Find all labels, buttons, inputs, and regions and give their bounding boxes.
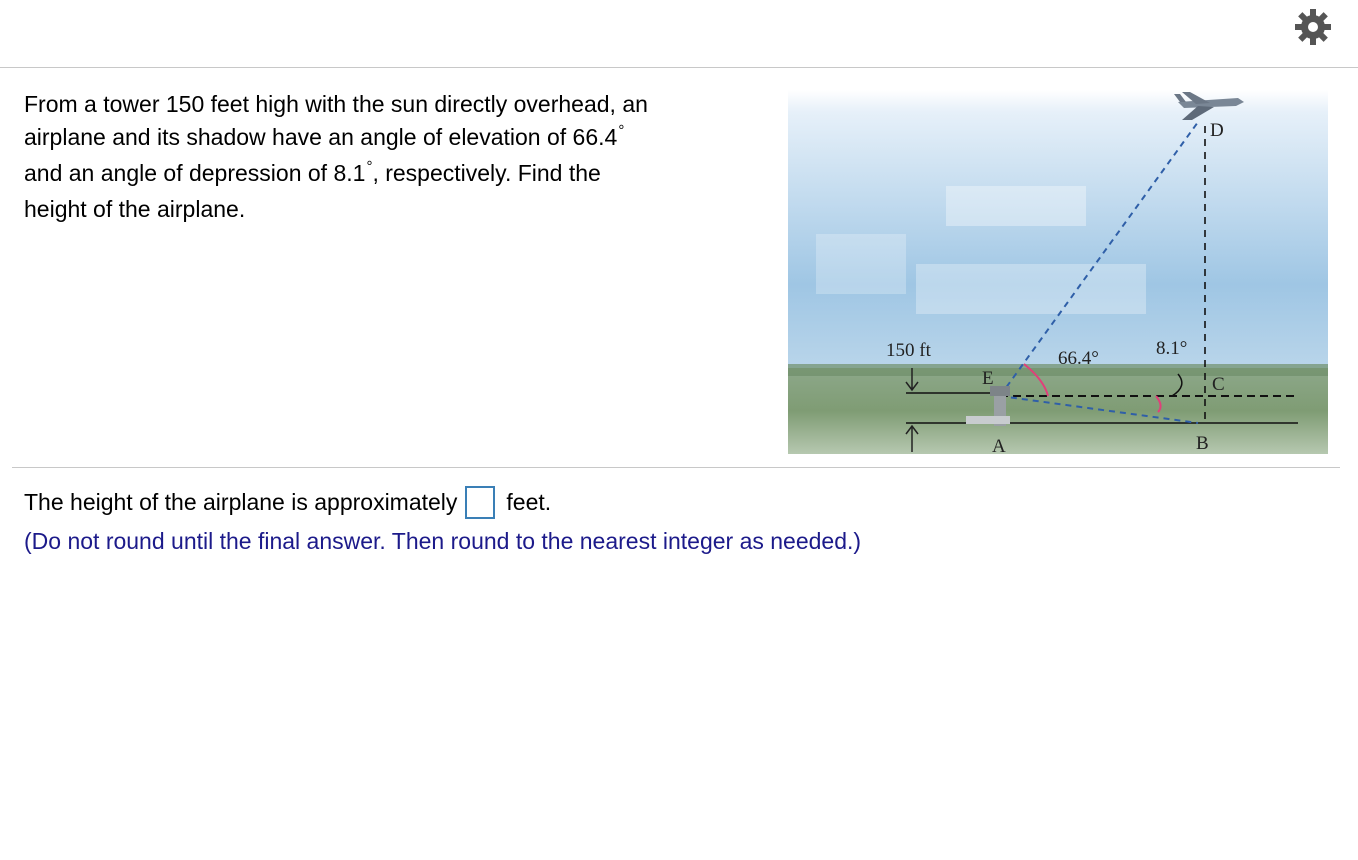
settings-button[interactable] [1293,7,1333,47]
depression-angle-label: 8.1° [1156,338,1188,359]
top-toolbar [0,0,1358,68]
gear-icon [1293,7,1333,47]
section-divider [12,467,1340,468]
question-line-4: height of the airplane. [24,196,246,222]
cloud [816,234,906,294]
answer-input[interactable] [465,486,495,519]
tower-height-label: 150 ft [886,340,931,361]
question-line-2-text: airplane and its shadow have an angle of elevation of 66.4 [24,124,618,150]
rounding-hint: (Do not round until the final answer. Then round to the nearest integer as needed.) [24,528,862,554]
answer-suffix: feet. [506,489,552,515]
question-line-3 [24,157,744,193]
question-line-3-text: and an angle of depression of 8.1 [24,160,366,186]
ground [788,368,1328,454]
cloud [946,186,1086,226]
point-b-label: B [1196,433,1209,454]
problem-figure [786,84,1331,456]
question-line-3-tail: , respectively. Find the [372,160,601,186]
degree-symbol: ° [618,122,625,139]
question-text [24,88,744,226]
question-line-1: From a tower 150 feet high with the sun directly overhead, an [24,91,648,117]
question-line-2 [24,121,744,157]
point-c-label: C [1212,374,1225,395]
point-d-label: D [1210,120,1224,141]
point-a-label: A [992,436,1006,456]
answer-row [24,486,551,519]
sky-background [788,90,1328,368]
answer-prefix: The height of the airplane is approximately [24,489,458,515]
figure-illustration [786,84,1331,456]
elevation-angle-label: 66.4° [1058,348,1099,369]
degree-symbol: ° [366,158,373,175]
point-e-label: E [982,368,994,389]
tower-base [966,416,1010,424]
cloud [916,264,1146,314]
